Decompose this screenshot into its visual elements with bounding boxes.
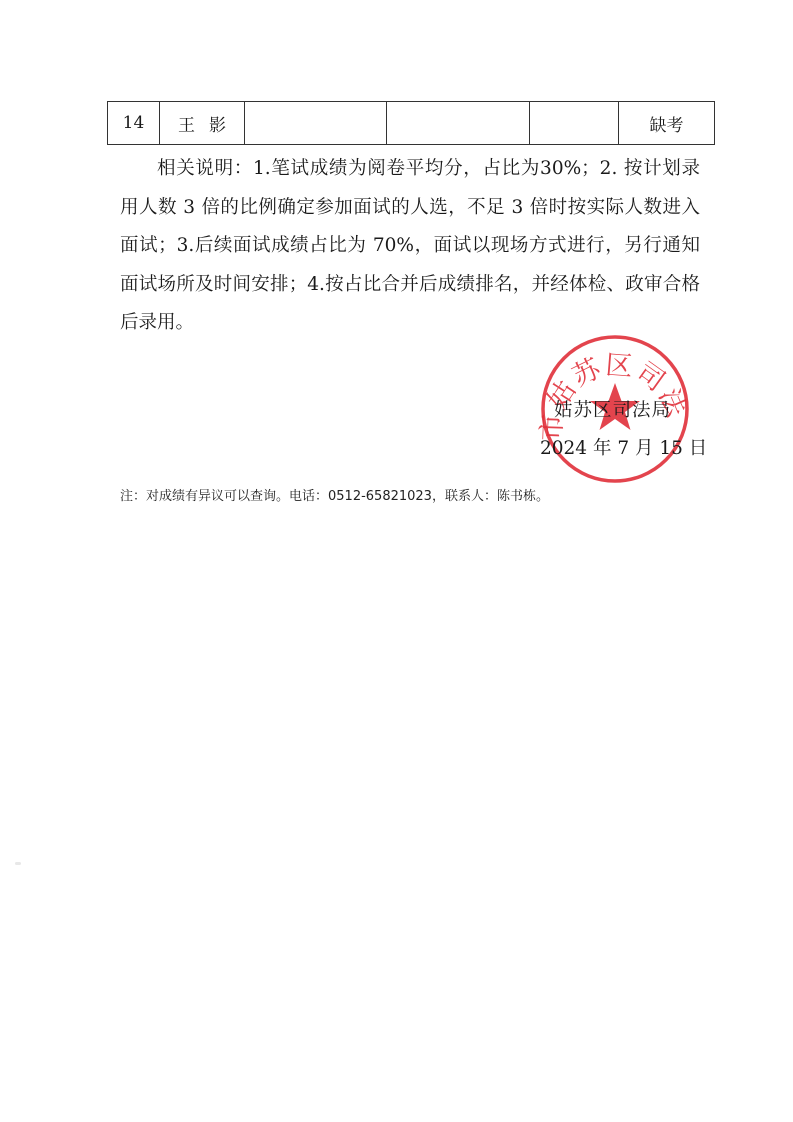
scan-speck	[15, 862, 21, 865]
explanation-notes: 相关说明：1.笔试成绩为阅卷平均分，占比为30%；2. 按计划录用人数 3 倍的比例确定参加面试的人选，不足 3 倍时按实际人数进入面试；3.后续面试成绩占比为 70%，面试以现场方式进行，另行通知面试场所及时间安排；4.按占比合并后成绩排名，并经体检、政审合格后录用。	[120, 158, 700, 333]
signing-organization: 姑苏区司法局	[554, 400, 672, 421]
remark-cell: 缺考	[619, 102, 715, 145]
empty-cell	[387, 102, 530, 145]
score-table	[107, 101, 715, 145]
empty-cell	[245, 102, 387, 145]
table-row	[108, 102, 715, 145]
candidate-name-cell: 王影	[160, 102, 245, 145]
row-number-cell: 14	[108, 102, 160, 145]
empty-cell	[530, 102, 619, 145]
signing-date: 2024 年 7 月 15 日	[540, 438, 708, 459]
contact-footnote: 注：对成绩有异议可以查询。电话：0512-65821023，联系人：陈书栋。	[120, 489, 549, 504]
seal-text: 市姑苏区司法	[537, 349, 693, 442]
